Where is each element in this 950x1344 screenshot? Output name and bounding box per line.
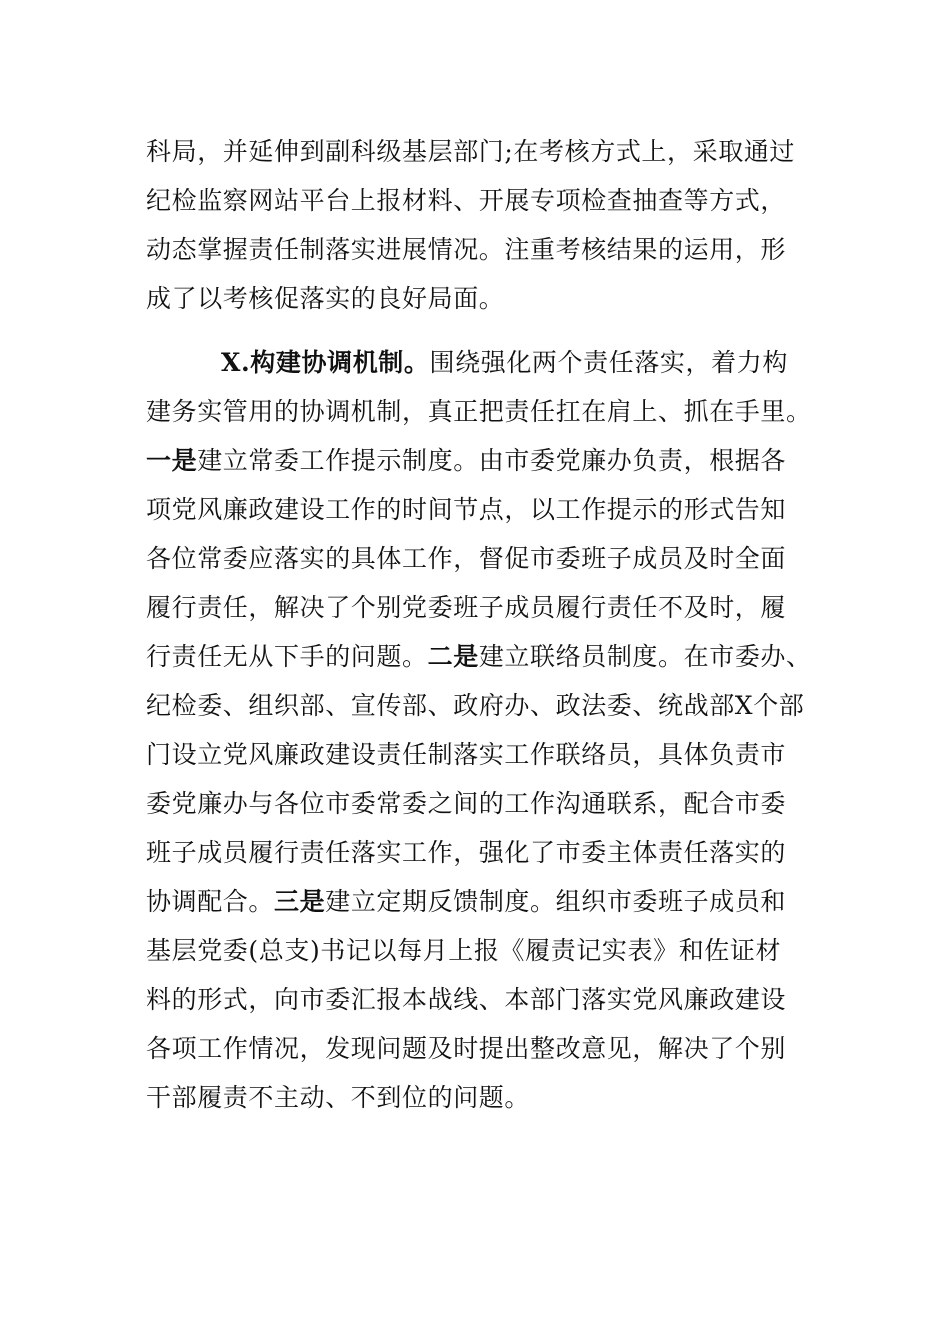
text-segment: 行责任无从下手的问题。	[146, 642, 428, 671]
text-line: 动态掌握责任制落实进展情况。注重考核结果的运用，形	[146, 235, 787, 264]
text-line: 纪检委、组织部、宣传部、政府办、政法委、统战部X个部	[146, 691, 805, 720]
point-label-3: 三是	[274, 887, 326, 916]
text-line	[146, 877, 806, 926]
text-line: 各位常委应落实的具体工作，督促市委班子成员及时全面	[146, 544, 787, 573]
paragraph-coordination	[146, 338, 812, 1122]
text-line: 纪检监察网站平台上报材料、开展专项检查抽查等方式，	[146, 186, 787, 215]
text-line: 成了以考核促落实的良好局面。	[146, 284, 505, 313]
text-line	[146, 632, 812, 681]
point-label-1: 一是	[146, 446, 198, 475]
text-line: 科局，并延伸到副科级基层部门;在考核方式上，采取通过	[146, 137, 796, 166]
text-segment: 建立联络员制度。在市委办、	[478, 642, 812, 671]
text-segment: 建立定期反馈制度。组织市委班子成员和	[325, 887, 787, 916]
point-label-2: 二是	[427, 642, 479, 671]
paragraph-assessment	[146, 127, 806, 323]
text-segment: 围绕强化两个责任落实，着力构	[429, 348, 788, 377]
text-line: 项党风廉政建设工作的时间节点，以工作提示的形式告知	[146, 495, 787, 524]
text-line: 料的形式，向市委汇报本战线、本部门落实党风廉政建设	[146, 985, 787, 1014]
text-line: 门设立党风廉政建设责任制落实工作联络员，具体负责市	[146, 740, 787, 769]
text-line: 履行责任，解决了个别党委班子成员履行责任不及时，履	[146, 593, 787, 622]
text-line: 干部履责不主动、不到位的问题。	[146, 1083, 531, 1112]
text-line: 委党廉办与各位市委常委之间的工作沟通联系，配合市委	[146, 789, 787, 818]
text-line: 建务实管用的协调机制，真正把责任扛在肩上、抓在手里。	[146, 397, 812, 426]
text-line: 各项工作情况，发现问题及时提出整改意见，解决了个别	[146, 1034, 787, 1063]
text-line	[146, 338, 806, 387]
text-segment: 建立常委工作提示制度。由市委党廉办负责，根据各	[197, 446, 787, 475]
text-line: 基层党委(总支)书记以每月上报《履责记实表》和佐证材	[146, 936, 782, 965]
text-line	[146, 436, 806, 485]
section-heading: X.构建协调机制。	[221, 348, 430, 377]
text-line: 班子成员履行责任落实工作，强化了市委主体责任落实的	[146, 838, 787, 867]
text-segment: 协调配合。	[146, 887, 275, 916]
